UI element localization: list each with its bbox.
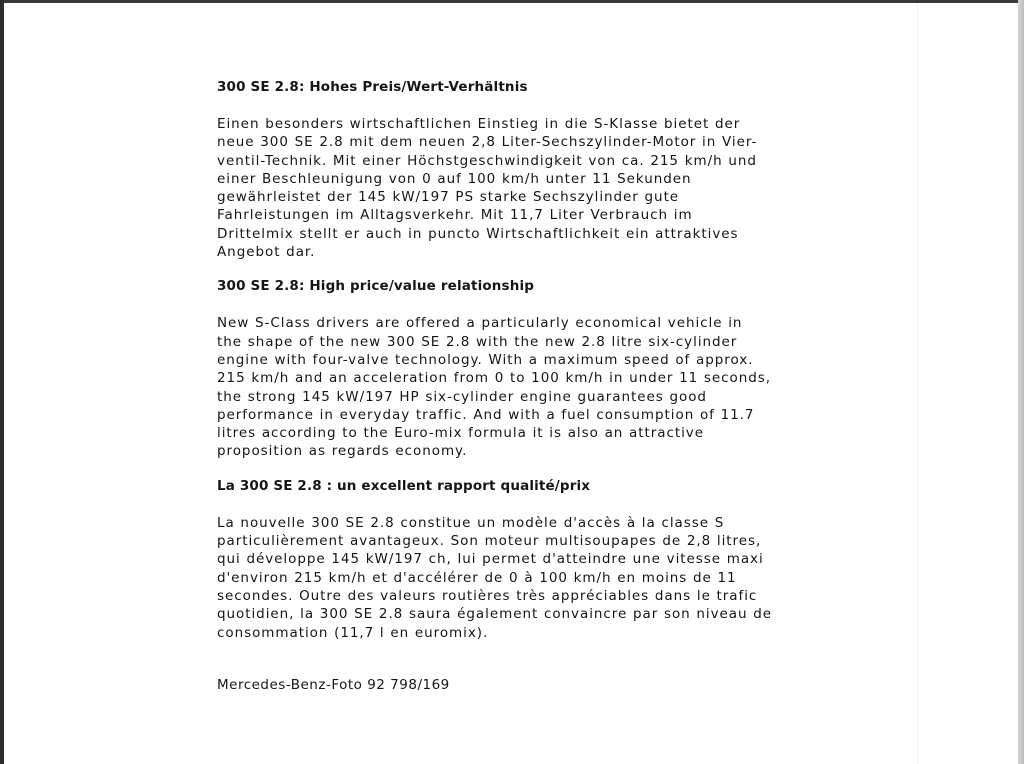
text-line: La nouvelle 300 SE 2.8 constitue un modèle d'accès à la classe S <box>217 514 725 531</box>
text-line: d'environ 215 km/h et d'accélérer de 0 à 100 km/h en moins de 11 <box>217 569 737 586</box>
scan-edge-left <box>0 0 4 764</box>
text-line: performance in everyday traffic. And with a fuel consumption of 11.7 <box>217 406 755 423</box>
section-german <box>217 78 867 261</box>
text-line: Angebot dar. <box>217 244 316 261</box>
text-line: secondes. Outre des valeurs routières très appréciables dans le trafic <box>217 587 758 604</box>
text-line: gewährleistet der 145 kW/197 PS starke Sechszylinder gute <box>217 189 680 206</box>
scan-edge-top <box>0 0 1024 3</box>
section-heading-german: 300 SE 2.8: Hohes Preis/Wert-Verhältnis <box>217 79 528 95</box>
scan-edge-right <box>1018 0 1024 764</box>
text-line: qui développe 145 kW/197 ch, lui permet d'atteindre une vitesse maxi <box>217 551 764 568</box>
text-line: neue 300 SE 2.8 mit dem neuen 2,8 Liter-Sechszylinder-Motor in Vier- <box>217 134 758 151</box>
section-french <box>217 477 867 642</box>
text-line: einer Beschleunigung von 0 auf 100 km/h unter 11 Sekunden <box>217 170 692 187</box>
text-line: consommation (11,7 l en euromix). <box>217 624 489 641</box>
scan-artifact-line <box>917 0 918 764</box>
text-line: the strong 145 kW/197 HP six-cylinder engine guarantees good <box>217 388 707 405</box>
text-line: litres according to the Euro-mix formula it is also an attractive <box>217 425 704 442</box>
text-line: New S-Class drivers are offered a particularly economical vehicle in <box>217 315 743 332</box>
text-line: Fahrleistungen im Alltagsverkehr. Mit 11,7 Liter Verbrauch im <box>217 207 693 224</box>
text-line: the shape of the new 300 SE 2.8 with the new 2.8 litre six-cylinder <box>217 333 738 350</box>
text-line: Einen besonders wirtschaftlichen Einstieg in die S-Klasse bietet der <box>217 116 741 132</box>
section-heading-english: 300 SE 2.8: High price/value relationship <box>217 278 535 295</box>
section-body-german <box>217 115 867 261</box>
section-heading-french: La 300 SE 2.8 : un excellent rapport qualité/prix <box>217 477 591 494</box>
document-content <box>217 78 867 642</box>
text-line: particulièrement avantageux. Son moteur multisoupapes de 2,8 litres, <box>217 533 762 550</box>
photo-credit: Mercedes-Benz-Foto 92 798/169 <box>217 677 450 693</box>
text-line: ventil-Technik. Mit einer Höchstgeschwindigkeit von ca. 215 km/h und <box>217 152 757 169</box>
section-english <box>217 277 867 460</box>
text-line: proposition as regards economy. <box>217 443 468 460</box>
text-line: 215 km/h and an acceleration from 0 to 100 km/h in under 11 seconds, <box>217 370 772 387</box>
text-line: engine with four-valve technology. With a maximum speed of approx. <box>217 351 754 368</box>
section-body-french <box>217 514 867 642</box>
section-body-english <box>217 314 867 460</box>
text-line: Drittelmix stellt er auch in puncto Wirtschaftlichkeit ein attraktives <box>217 225 739 242</box>
text-line: quotidien, la 300 SE 2.8 saura également convaincre par son niveau de <box>217 606 773 623</box>
